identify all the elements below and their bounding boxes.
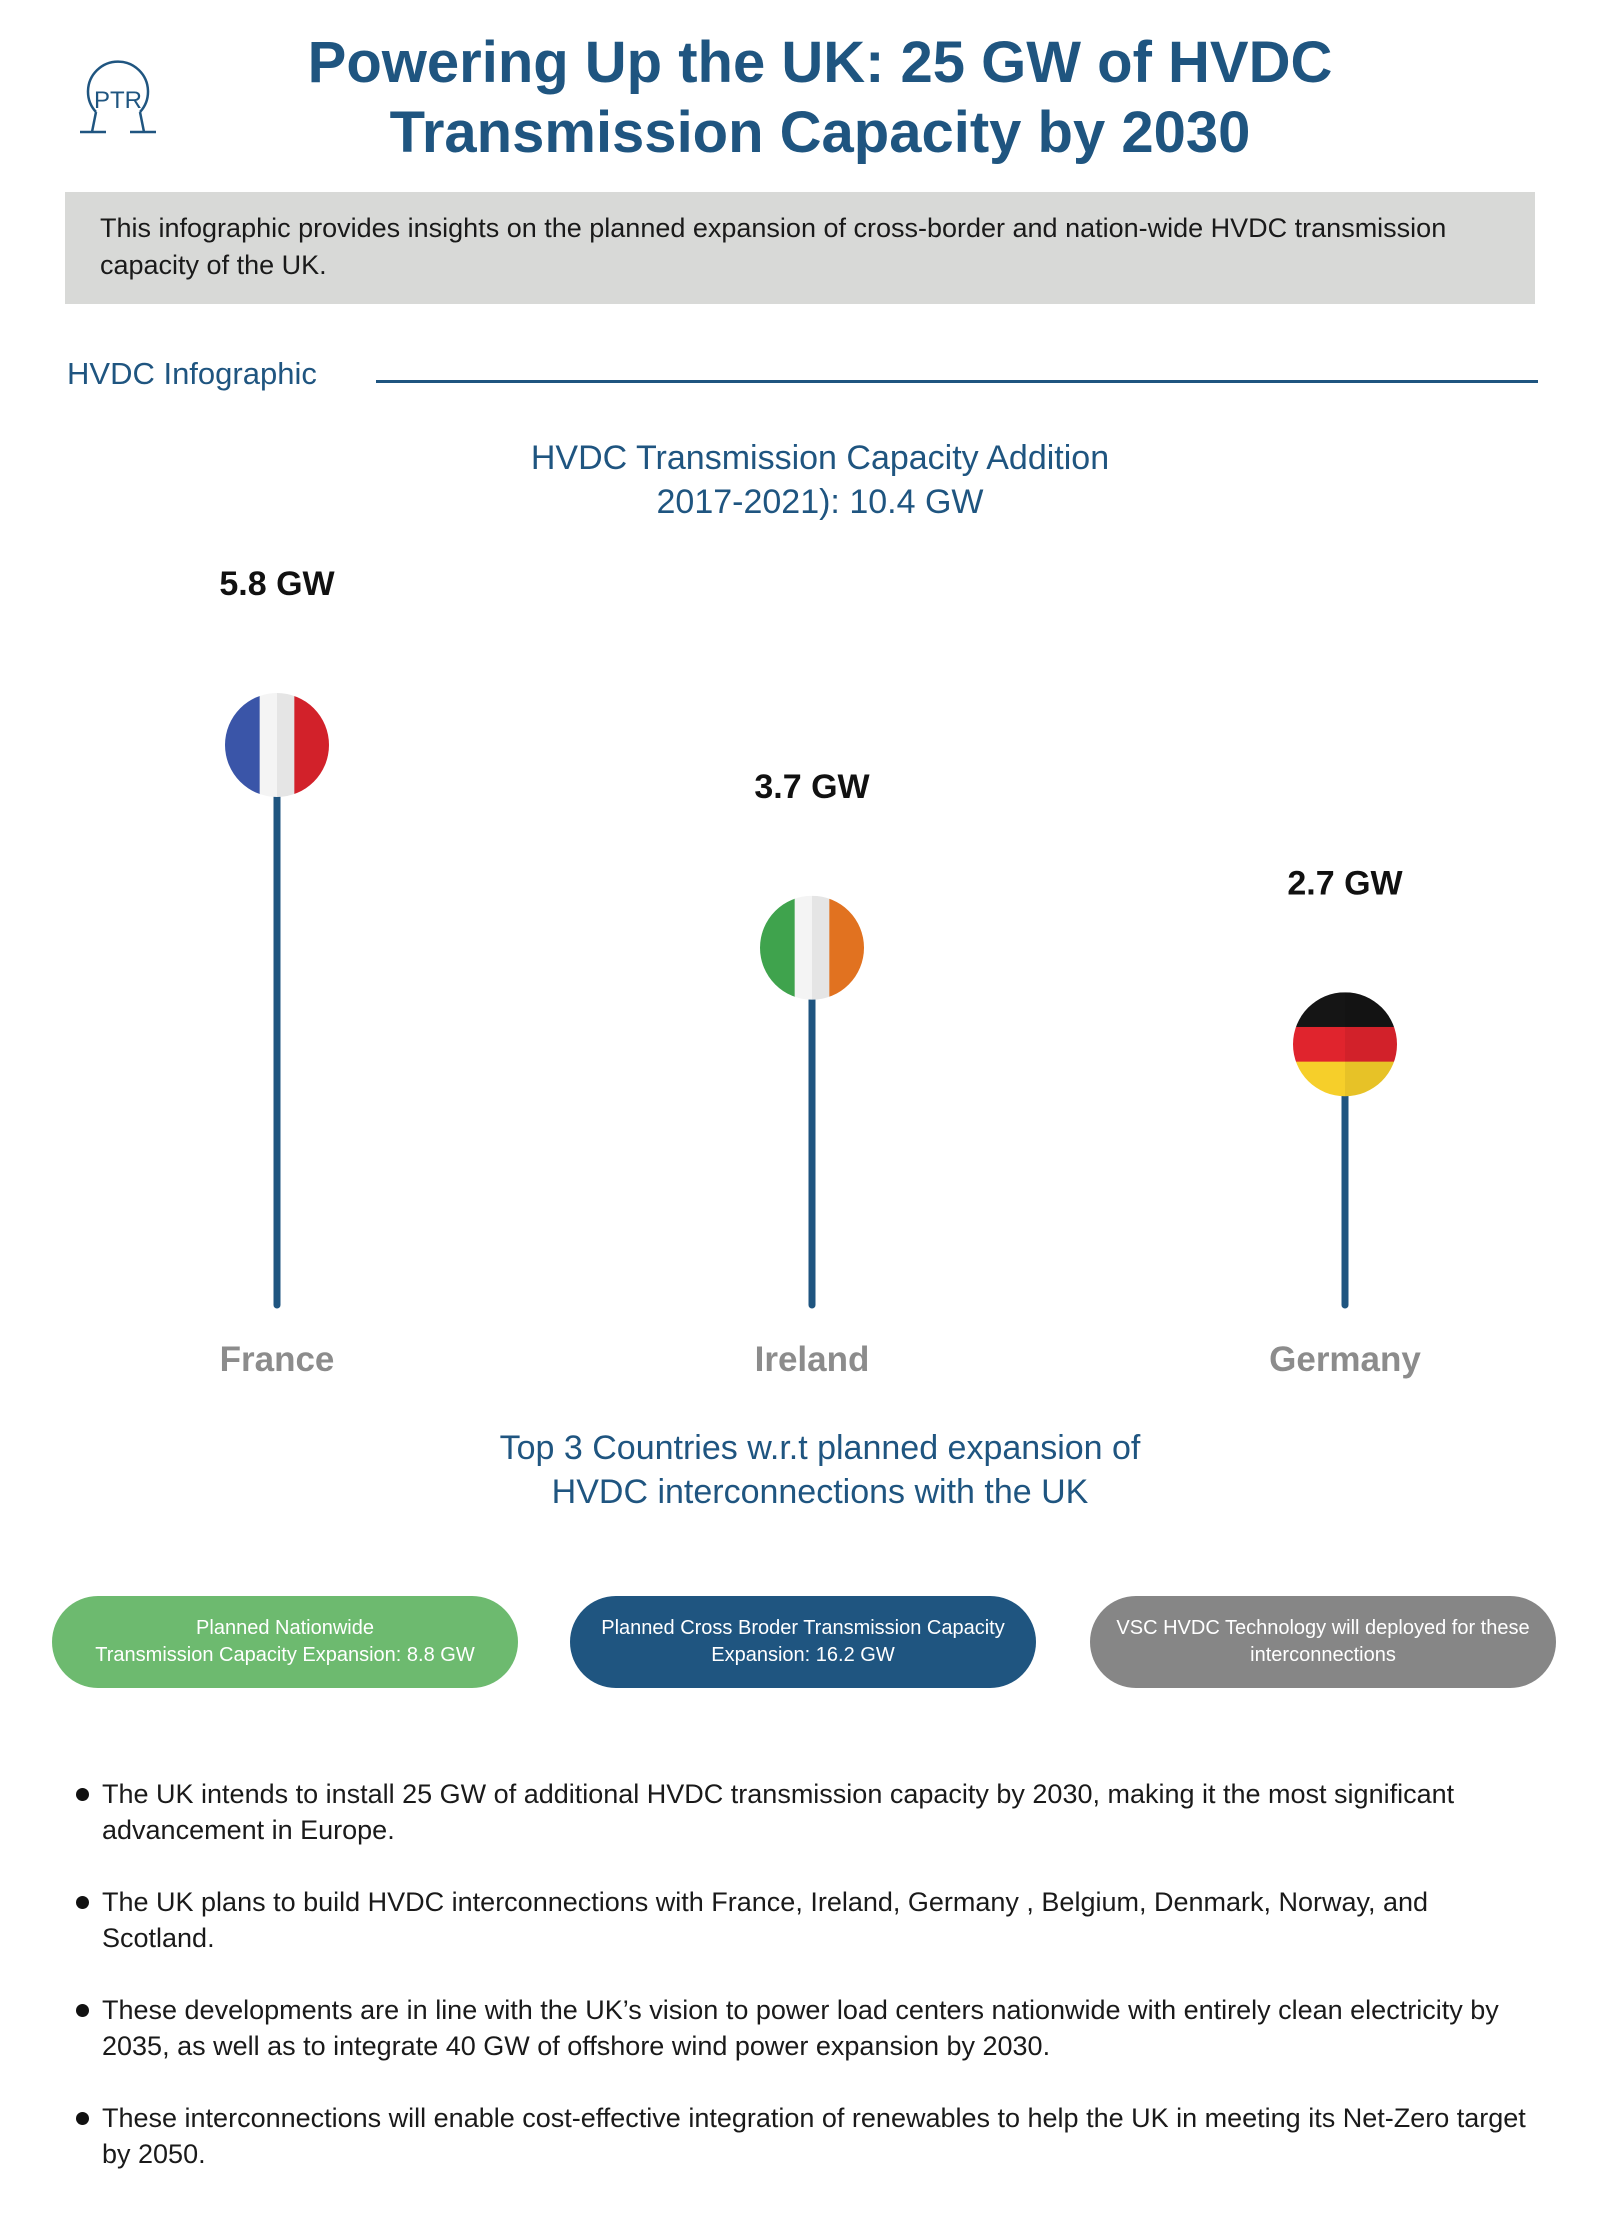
list-item xyxy=(72,1776,1542,1848)
chart-subtitle-line-2: HVDC interconnections with the UK xyxy=(551,1473,1089,1511)
title-line-2: Transmission Capacity by 2030 xyxy=(389,100,1251,165)
bullet-icon xyxy=(76,1896,89,1909)
flag-ireland-icon xyxy=(760,896,865,1000)
cross-border-expansion-pill xyxy=(570,1596,1036,1688)
title-line-1: Powering Up the UK: 25 GW of HVDC xyxy=(307,30,1333,95)
chart-title-line-2: 2017-2021): 10.4 GW xyxy=(656,483,984,521)
pill-text: interconnections xyxy=(1250,1644,1396,1666)
key-points-list xyxy=(72,1776,1542,2208)
vsc-technology-pill xyxy=(1090,1596,1556,1688)
logo-text: PTR xyxy=(94,87,142,114)
data-label: 2.7 GW xyxy=(1287,864,1403,903)
list-item-text: The UK plans to build HVDC interconnections with France, Ireland, Germany , Belgium, Denmark, Norway, and Scotland. xyxy=(102,1887,1429,1953)
chart-subtitle xyxy=(330,1426,1310,1514)
section-label: HVDC Infographic xyxy=(67,356,317,391)
lollipop-chart xyxy=(0,560,1600,1400)
list-item-text: The UK intends to install 25 GW of additional HVDC transmission capacity by 2030, making it the most significant advancement in Europe. xyxy=(102,1779,1455,1845)
chart-subtitle-line-1: Top 3 Countries w.r.t planned expansion of xyxy=(499,1429,1141,1467)
flag-germany-icon xyxy=(1293,992,1397,1097)
nationwide-expansion-pill xyxy=(52,1596,518,1688)
data-label: 5.8 GW xyxy=(219,565,335,603)
list-item xyxy=(72,1992,1542,2064)
list-item xyxy=(72,1884,1542,1956)
list-item xyxy=(72,2100,1542,2172)
bullet-icon xyxy=(76,2112,89,2125)
chart-title xyxy=(330,436,1310,524)
ptr-logo xyxy=(72,58,164,138)
chart-title-line-1: HVDC Transmission Capacity Addition xyxy=(530,439,1110,477)
bullet-icon xyxy=(76,1788,89,1801)
intro-text: This infographic provides insights on the planned expansion of cross-border and nation-wide HVDC transmission capacity of the UK. xyxy=(100,213,1447,280)
section-divider xyxy=(376,380,1538,383)
category-label: France xyxy=(219,1340,335,1379)
list-item-text: These developments are in line with the UK’s vision to power load centers nationwide with entirely clean electricity by 2035, as well as to integrate 40 GW of offshore wind power expansion by 2030. xyxy=(102,1995,1499,2061)
category-label: Ireland xyxy=(754,1340,870,1379)
pill-text: Planned Cross Broder Transmission Capacity xyxy=(601,1617,1005,1639)
intro-box xyxy=(65,192,1535,304)
pill-text: Expansion: 16.2 GW xyxy=(711,1644,895,1666)
pill-text: VSC HVDC Technology will deployed for these xyxy=(1116,1617,1530,1639)
bullet-icon xyxy=(76,2004,89,2017)
flag-france-icon xyxy=(225,693,330,797)
data-label: 3.7 GW xyxy=(754,767,870,806)
page-title xyxy=(200,28,1440,168)
category-label: Germany xyxy=(1269,1340,1421,1379)
pill-text: Transmission Capacity Expansion: 8.8 GW xyxy=(95,1644,475,1666)
list-item-text: These interconnections will enable cost-effective integration of renewables to help the UK in meeting its Net-Zero target by 2050. xyxy=(102,2103,1526,2169)
pill-text: Planned Nationwide xyxy=(196,1617,374,1639)
